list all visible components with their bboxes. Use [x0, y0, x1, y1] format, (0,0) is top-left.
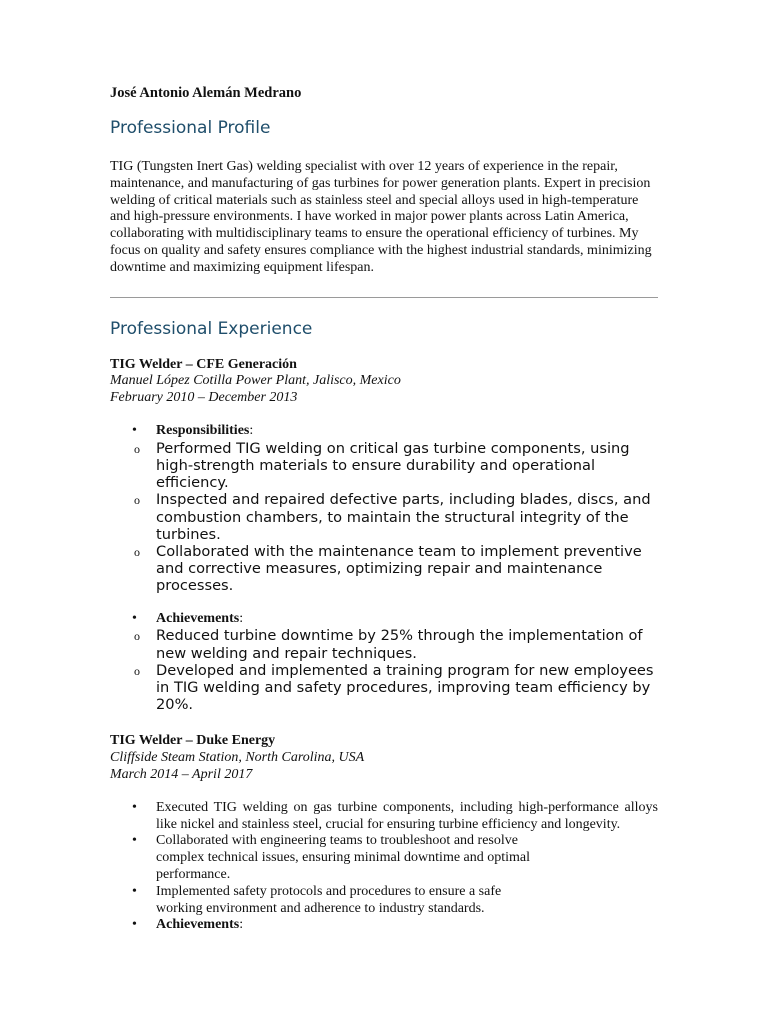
- circle-bullet-icon: o: [134, 493, 140, 508]
- list-item: o Collaborated with the maintenance team to implement preventive and corrective measures, optimizing repair and maintenance processes.: [134, 542, 642, 595]
- achievements-sublist: [110, 627, 658, 713]
- duke-duties-list: [110, 800, 658, 934]
- job-location: Cliffside Steam Station, North Carolina, USA: [110, 750, 365, 766]
- achievements-label: Achievements: [156, 610, 240, 626]
- job-title: TIG Welder – CFE Generación: [110, 356, 297, 372]
- list-item: o Developed and implemented a training program for new employees in TIG welding and safety procedures, improving team efficiency by 20%.: [134, 661, 654, 714]
- candidate-name: José Antonio Alemán Medrano: [110, 85, 302, 101]
- list-item: • Achievements:: [132, 917, 244, 933]
- responsibilities-list: [110, 423, 658, 595]
- list-item: o Reduced turbine downtime by 25% through the implementation of new welding and repair techniques.: [134, 627, 643, 662]
- bullet-icon: •: [132, 883, 137, 899]
- achievements-list: [110, 611, 658, 714]
- job-entry-cfe: [110, 357, 658, 714]
- job-location: Manuel López Cotilla Power Plant, Jalisco, Mexico: [110, 373, 401, 389]
- bullet-icon: •: [132, 610, 137, 626]
- bullet-icon: •: [132, 917, 137, 933]
- resume-page: [110, 84, 658, 934]
- job-dates: March 2014 – April 2017: [110, 767, 253, 782]
- circle-bullet-icon: o: [134, 663, 140, 678]
- circle-bullet-icon: o: [134, 544, 140, 559]
- circle-bullet-icon: o: [134, 441, 140, 456]
- list-item: o Performed TIG welding on critical gas turbine components, using high-strength materials to ensure durability and operational efficiency.: [134, 439, 630, 492]
- responsibilities-sublist: [110, 440, 658, 595]
- list-item: • Responsibilities: o Performed TIG welding on critical gas turbine components, using high-strength materials to ensure durability and operational efficiency. o Inspected and repaired defective parts, including blades, discs, and combustion chambers, to maintain the structural integrity of the turbines. o Collaborated with the maintenance team to implement preventive and corrective measures, optimizing repair and maintenance processes.: [110, 423, 658, 595]
- bullet-icon: •: [132, 833, 137, 849]
- list-item: • Achievements: o Reduced turbine downtime by 25% through the implementation of new welding and repair techniques. o Developed and implemented a training program for new employees in TIG welding and safety procedures, improving team efficiency by 20%.: [110, 611, 658, 714]
- profile-heading: Professional Profile: [110, 118, 271, 138]
- profile-paragraph: TIG (Tungsten Inert Gas) welding specialist with over 12 years of experience in the repair, maintenance, and manufacturing of gas turbines for power generation plants. Expert in precision welding of critical materials such as stainless steel and special alloys used in high-temperature and high-pressure environments. I have worked in major power plants across Latin America, collaborating with multidisciplinary teams to ensure the operational efficiency of turbines. My focus on quality and safety ensures compliance with the highest industrial standards, minimizing downtime and maximizing equipment lifespan.: [110, 159, 652, 275]
- section-divider: [110, 297, 658, 298]
- circle-bullet-icon: o: [134, 629, 140, 644]
- bullet-icon: •: [132, 422, 137, 438]
- list-item: • Implemented safety protocols and procedures to ensure a safe working environment and adherence to industry standards.: [132, 883, 502, 916]
- responsibilities-label: Responsibilities: [156, 422, 250, 438]
- list-item: • Executed TIG welding on gas turbine components, including high-performance alloys like nickel and stainless steel, crucial for ensuring turbine efficiency and longevity.: [132, 799, 658, 832]
- list-item: o Inspected and repaired defective parts, including blades, discs, and combustion chambers, to maintain the structural integrity of the turbines.: [134, 491, 651, 543]
- job-entry-duke: [110, 733, 658, 934]
- achievements-label: Achievements: [156, 917, 240, 933]
- job-dates: February 2010 – December 2013: [110, 390, 298, 406]
- bullet-icon: •: [132, 799, 137, 815]
- list-item: • Collaborated with engineering teams to troubleshoot and resolve complex technical issues, ensuring minimal downtime and optimal performance.: [132, 833, 531, 882]
- job-title: TIG Welder – Duke Energy: [110, 733, 276, 749]
- experience-heading: Professional Experience: [110, 318, 313, 339]
